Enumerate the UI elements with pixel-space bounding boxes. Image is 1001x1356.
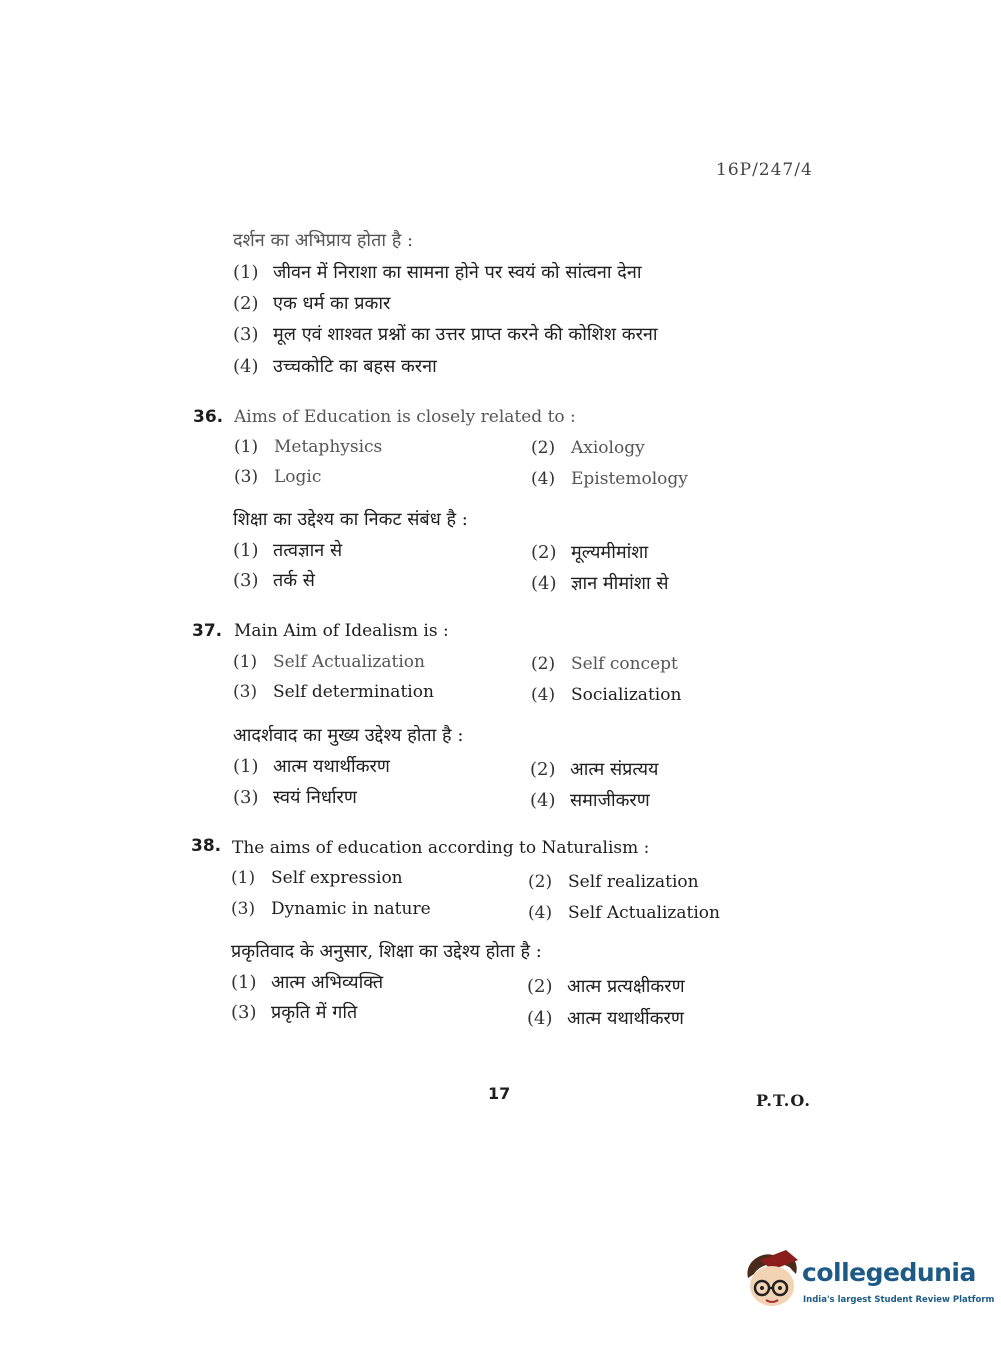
question-36-option-4-hindi: (4) ज्ञान मीमांशा से (531, 573, 669, 594)
question-38-option-1: (1) Self expression (231, 868, 403, 888)
question-38-option-3-hindi: (3) प्रकृति में गति (231, 1002, 358, 1023)
question-36-option-3-hindi: (3) तर्क से (233, 570, 315, 591)
question-37-option-3-hindi: (3) स्वयं निर्धारण (233, 787, 357, 808)
question-37-number: 37. (192, 621, 223, 641)
question-36-stem-hindi: शिक्षा का उद्देश्य का निकट संबंध है : (233, 509, 468, 530)
paper-code: 16P/247/4 (716, 160, 813, 180)
pto-label: P.T.O. (756, 1091, 811, 1110)
question-35-option-1: (1) जीवन में निराशा का सामना होने पर स्वयं को सांत्वना देना (233, 262, 642, 283)
question-35-stem-hindi: दर्शन का अभिप्राय होता है : (233, 230, 414, 251)
question-37-option-1: (1) Self Actualization (233, 652, 425, 672)
question-35-option-4: (4) उच्चकोटि का बहस करना (233, 356, 437, 377)
question-37-stem-hindi: आदर्शवाद का मुख्य उद्देश्य होता है : (233, 725, 464, 746)
question-37-stem: Main Aim of Idealism is : (234, 621, 449, 641)
question-36-option-2: (2) Axiology (531, 438, 645, 458)
logo-tagline: India's largest Student Review Platform (803, 1295, 995, 1305)
question-38-number: 38. (191, 836, 222, 856)
question-37-option-4-hindi: (4) समाजीकरण (530, 790, 650, 811)
question-38-option-3: (3) Dynamic in nature (231, 899, 431, 919)
collegedunia-logo[interactable] (742, 1248, 995, 1314)
question-37-option-3: (3) Self determination (233, 682, 434, 702)
question-36-number: 36. (193, 407, 224, 427)
question-36-option-1-hindi: (1) तत्वज्ञान से (233, 540, 343, 561)
question-35-option-3: (3) मूल एवं शाश्वत प्रश्नों का उत्तर प्राप्त करने की कोशिश करना (233, 324, 658, 345)
question-38-option-2: (2) Self realization (528, 872, 699, 892)
question-36-option-2-hindi: (2) मूल्यमीमांशा (531, 542, 649, 563)
question-36-option-1: (1) Metaphysics (234, 437, 383, 457)
question-38-stem: The aims of education according to Naturalism : (232, 838, 650, 858)
question-36-option-3: (3) Logic (234, 467, 322, 487)
question-37-option-4: (4) Socialization (531, 685, 682, 705)
question-38-option-2-hindi: (2) आत्म प्रत्यक्षीकरण (527, 976, 685, 997)
question-35-option-2: (2) एक धर्म का प्रकार (233, 293, 391, 314)
question-36-option-4: (4) Epistemology (531, 469, 688, 489)
question-38-stem-hindi: प्रकृतिवाद के अनुसार, शिक्षा का उद्देश्य होता है : (231, 941, 542, 962)
logo-wordmark: collegedunia (802, 1258, 976, 1287)
page-number: 17 (488, 1084, 511, 1103)
question-38-option-4-hindi: (4) आत्म यथार्थीकरण (527, 1008, 684, 1029)
question-38-option-1-hindi: (1) आत्म अभिव्यक्ति (231, 972, 384, 993)
mascot-icon (742, 1248, 802, 1312)
question-38-option-4: (4) Self Actualization (528, 903, 720, 923)
question-36-stem: Aims of Education is closely related to : (234, 407, 576, 427)
question-37-option-2-hindi: (2) आत्म संप्रत्यय (530, 759, 659, 780)
question-37-option-1-hindi: (1) आत्म यथार्थीकरण (233, 756, 390, 777)
question-37-option-2: (2) Self concept (531, 654, 678, 674)
